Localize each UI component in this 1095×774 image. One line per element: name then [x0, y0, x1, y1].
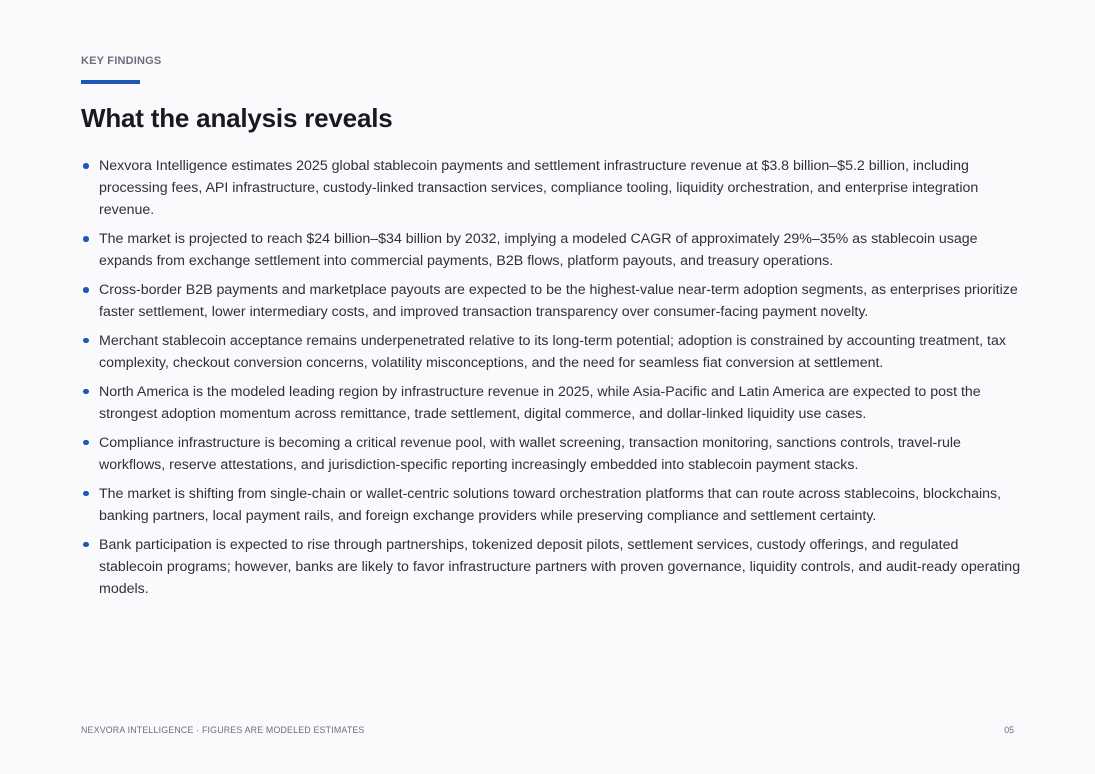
finding-item	[81, 279, 1021, 323]
finding-item	[81, 155, 1021, 222]
bullet-dot	[83, 389, 89, 395]
finding-item	[81, 330, 1021, 374]
finding-item	[81, 381, 1021, 425]
accent-bar	[81, 80, 140, 84]
section-eyebrow: KEY FINDINGS	[81, 55, 162, 67]
footer-source: NEXVORA INTELLIGENCE · FIGURES ARE MODELED ESTIMATES	[81, 725, 365, 735]
bullet-dot	[83, 236, 89, 242]
bullet-dot	[83, 542, 89, 548]
finding-text: The market is projected to reach $24 billion–$34 billion by 2032, implying a modeled CAGR of approximately 29%–35% as stablecoin usage expands from exchange settlement into commercial payments, B2B flows, platform payouts, and treasury operations.	[99, 231, 978, 270]
finding-item	[81, 228, 1021, 272]
finding-item	[81, 483, 1021, 527]
finding-item	[81, 534, 1021, 601]
finding-text: The market is shifting from single-chain or wallet-centric solutions toward orchestration platforms that can route across stablecoins, blockchains, banking partners, local payment rails, and foreign exchange providers while preserving compliance and settlement certainty.	[99, 485, 1002, 524]
finding-item	[81, 432, 1021, 476]
bullet-dot	[83, 440, 89, 446]
page-title: What the analysis reveals	[81, 103, 393, 133]
finding-text: Merchant stablecoin acceptance remains underpenetrated relative to its long-term potential; adoption is constrained by accounting treatment, tax complexity, checkout conversion concerns, volatility misconceptions, and the need for seamless fiat conversion at settlement.	[99, 332, 1006, 372]
finding-text: Cross-border B2B payments and marketplace payouts are expected to be the highest-value near-term adoption segments, as enterprises prioritize faster settlement, lower intermediary costs, and improved transaction transparency over consumer-facing payment novelty.	[99, 282, 1018, 321]
finding-text: Compliance infrastructure is becoming a critical revenue pool, with wallet screening, transaction monitoring, sanctions controls, travel-rule workflows, reserve attestations, and jurisdiction-specific reporting increasingly embedded into stablecoin payment stacks.	[99, 434, 961, 473]
bullet-dot	[83, 491, 89, 497]
finding-text: Bank participation is expected to rise through partnerships, tokenized deposit pilots, settlement services, custody offerings, and regulated stablecoin programs; however, banks are likely to favor infrastructure partners with proven governance, liquidity controls, and audit-ready operating models.	[99, 536, 1021, 597]
finding-text: Nexvora Intelligence estimates 2025 global stablecoin payments and settlement infrastructure revenue at $3.8 billion–$5.2 billion, including processing fees, API infrastructure, custody-linked transaction services, compliance tooling, liquidity orchestration, and enterprise integration revenue.	[99, 158, 979, 219]
findings-list	[81, 155, 1021, 607]
bullet-dot	[83, 163, 89, 169]
page-number: 05	[1004, 725, 1014, 735]
bullet-dot	[83, 287, 89, 293]
bullet-dot	[83, 338, 89, 344]
finding-text: North America is the modeled leading region by infrastructure revenue in 2025, while Asia-Pacific and Latin America are expected to post the strongest adoption momentum across remittance, trade settlement, digital commerce, and dollar-linked liquidity use cases.	[99, 383, 981, 423]
